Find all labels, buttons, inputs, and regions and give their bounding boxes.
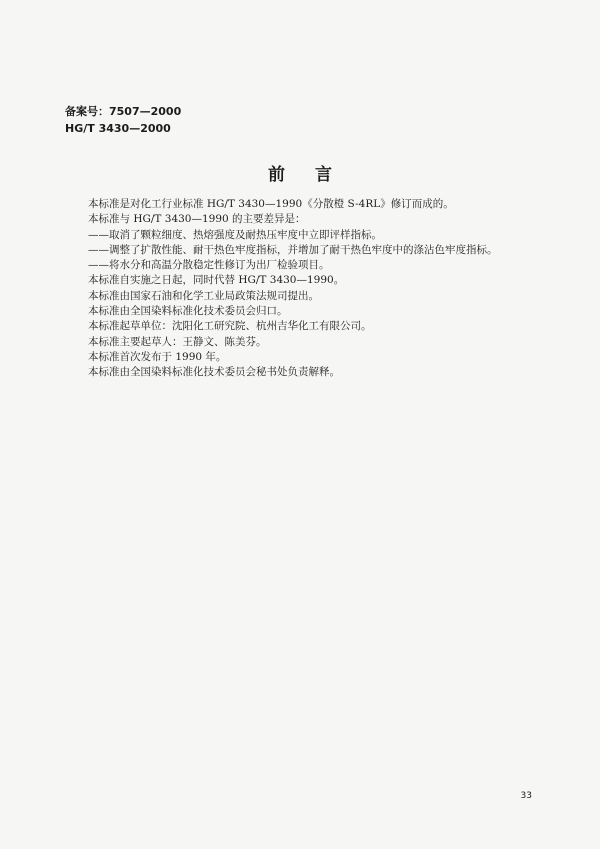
record-number: 备案号：7507—2000 xyxy=(65,105,182,118)
paragraph: 本标准主要起草人：王静文、陈美芬。 xyxy=(88,335,267,348)
list-item: ——调整了扩散性能、耐干热色牢度指标，并增加了耐干热色牢度中的涤沾色牢度指标。 xyxy=(88,243,498,256)
standard-number: HG/T 3430—2000 xyxy=(65,122,171,135)
foreword-body xyxy=(88,197,548,381)
paragraph: 本标准由全国染料标准化技术委员会秘书处负责解释。 xyxy=(88,366,340,379)
paragraph: 本标准由全国染料标准化技术委员会归口。 xyxy=(88,305,288,318)
list-item: ——将水分和高温分散稳定性修订为出厂检验项目。 xyxy=(88,259,330,272)
paragraph: 本标准自实施之日起，同时代替 HG/T 3430—1990。 xyxy=(88,274,345,287)
paragraph: 本标准由国家石油和化学工业局政策法规司提出。 xyxy=(88,289,319,302)
standard-header xyxy=(65,103,181,137)
paragraph: 本标准是对化工行业标准 HG/T 3430—1990《分散橙 S-4RL》修订而成的。 xyxy=(88,198,454,210)
list-item: ——取消了颗粒细度、热熔强度及耐热压牢度中立即评样指标。 xyxy=(88,228,382,241)
paragraph: 本标准与 HG/T 3430—1990 的主要差异是： xyxy=(88,213,306,226)
paragraph: 本标准首次发布于 1990 年。 xyxy=(88,350,227,363)
foreword-title: 前言 xyxy=(268,165,362,185)
paragraph: 本标准起草单位：沈阳化工研究院、杭州吉华化工有限公司。 xyxy=(88,320,372,333)
page-number: 33 xyxy=(520,791,532,801)
